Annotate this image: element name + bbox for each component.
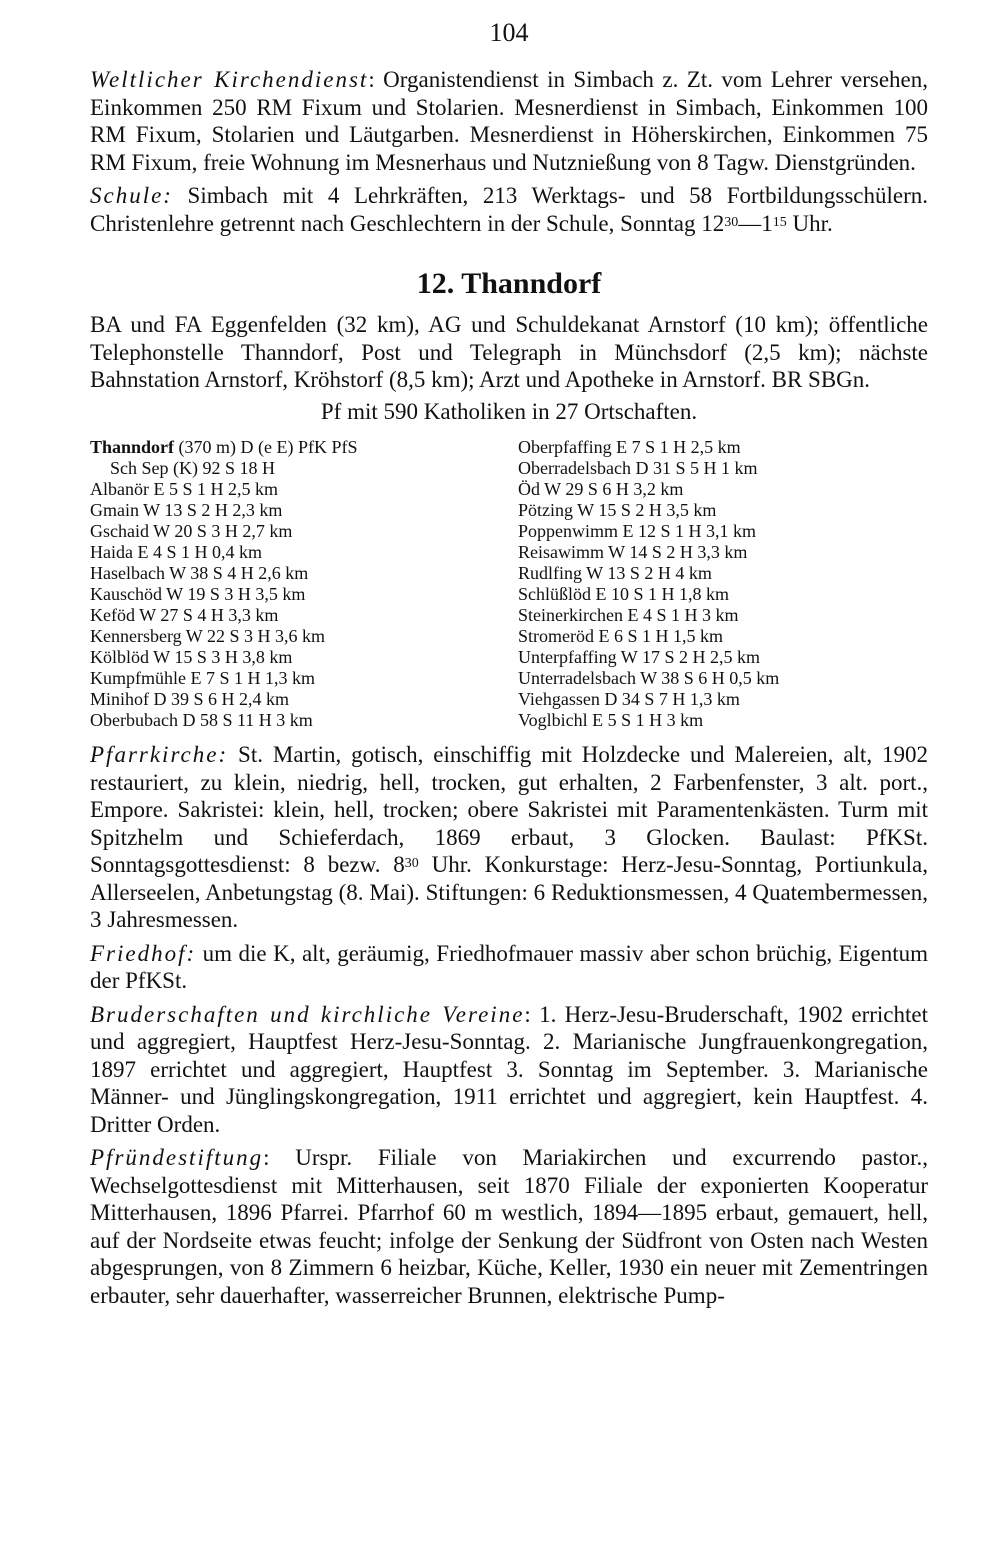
friedhof-label: Friedhof: — [90, 940, 197, 966]
pfruendestiftung-paragraph — [90, 1144, 928, 1309]
place-row: Kauschöd W 19 S 3 H 3,5 km — [90, 584, 306, 604]
friedhof-paragraph — [90, 940, 928, 995]
places-head-name: Thanndorf — [90, 437, 175, 457]
schule-label: Schule: — [90, 183, 173, 208]
places-head-line2: Sch Sep (K) 92 S 18 H — [110, 458, 275, 478]
place-row: Voglbichl E 5 S 1 H 3 km — [518, 710, 704, 730]
place-row: Reisawimm W 14 S 2 H 3,3 km — [518, 542, 748, 562]
place-row: Gschaid W 20 S 3 H 2,7 km — [90, 521, 293, 541]
place-row: Stromeröd E 6 S 1 H 1,5 km — [518, 626, 723, 646]
weltlicher-kirchendienst-paragraph — [90, 66, 928, 176]
schule-time-start-sup: 30 — [724, 214, 739, 230]
schule-time-end-sup: 15 — [772, 214, 787, 230]
places-head — [90, 437, 510, 458]
places-right-column — [518, 437, 928, 731]
place-row: Minihof D 39 S 6 H 2,4 km — [90, 689, 290, 709]
place-row: Steinerkirchen E 4 S 1 H 3 km — [518, 605, 739, 625]
intro-paragraph: BA und FA Eggenfelden (32 km), AG und Schuldekanat Arnstorf (10 km); öffentliche Telephonstelle Thanndorf, Post und Telegraph in Münchsdorf (2,5 km); nächste Bahnstation Arnstorf, Kröhstorf (8,5 km); Arzt und Apotheke in Arnstorf. BR SBGn. — [90, 312, 928, 392]
place-row: Gmain W 13 S 2 H 2,3 km — [90, 500, 283, 520]
place-row: Rudlfing W 13 S 2 H 4 km — [518, 563, 712, 583]
place-row: Haselbach W 38 S 4 H 2,6 km — [90, 563, 309, 583]
places-head-rest: (370 m) D (e E) PfK PfS — [174, 437, 358, 457]
place-row: Oberradelsbach D 31 S 5 H 1 km — [518, 458, 758, 478]
place-row: Oberbubach D 58 S 11 H 3 km — [90, 710, 313, 730]
pfarrkirche-paragraph — [90, 741, 928, 934]
friedhof-text: um die K, alt, geräumig, Friedhofmauer massiv aber schon brüchig, Eigentum der PfKSt. — [90, 940, 928, 993]
place-row: Unterpfaffing W 17 S 2 H 2,5 km — [518, 647, 760, 667]
weltlicher-kirchendienst-text: : Organistendienst in Simbach z. Zt. vom Lehrer versehen, Einkommen 250 RM Fixum und Stolarien. Mesnerdienst in Simbach, Einkommen 100 RM Fixum, Stolarien und Läutgarben. Mesnerdienst in Höherskirchen, Einkommen 75 RM Fixum, freie Wohnung im Mesnerhaus und Nutznießung von 8 Tagw. Dienstgründen. — [90, 67, 928, 175]
places-table — [90, 437, 928, 731]
pfarrkirche-text: St. Martin, gotisch, einschiffig mit Holzdecke und Malereien, alt, 1902 restauriert, zu klein, niedrig, hell, trocken, gut erhalten, 2 Farbenfenster, 3 alt. port., Empore. Sakristei: klein, hell, trocken; obere Sakristei mit Paramentenkästen. Turm mit Spitzhelm und Schieferdach, 1869 erbaut, 3 Glocken. Baulast: PfKSt. Sonntagsgottesdienst: 8 bezw. 8 — [90, 742, 928, 877]
places-left-column — [90, 437, 510, 731]
place-row: Poppenwimm E 12 S 1 H 3,1 km — [518, 521, 757, 541]
bruderschaften-paragraph — [90, 1001, 928, 1139]
pfarrkirche-time-sup: 30 — [404, 856, 419, 871]
place-row: Kölblöd W 15 S 3 H 3,8 km — [90, 647, 293, 667]
page-number: 104 — [489, 18, 529, 47]
schule-paragraph — [90, 182, 928, 237]
place-row: Oberpfaffing E 7 S 1 H 2,5 km — [518, 437, 741, 457]
pfruendestiftung-text: : Urspr. Filiale von Mariakirchen und excurrendo pastor., Wechselgottesdienst mit Mitterhausen, seit 1870 Filiale der exponierten Kooperatur Mitterhausen, 1896 Pfarrei. Pfarrhof 60 m westlich, 1894—1895 erbaut, gemauert, hell, auf der Nordseite etwas feucht; infolge der Senkung der Südfront von Osten nach Westen abgesprungen, von 8 Zimmern 6 heizbar, Küche, Keller, 1930 ein neuer mit Zementringen erbauter, sehr dauerhafter, wasserreicher Brunnen, elektrische Pump- — [90, 1145, 928, 1308]
place-row: Schlüßlöd E 10 S 1 H 1,8 km — [518, 584, 730, 604]
place-row: Haida E 4 S 1 H 0,4 km — [90, 542, 262, 562]
place-row: Öd W 29 S 6 H 3,2 km — [518, 479, 684, 499]
weltlicher-kirchendienst-label: Weltlicher Kirchendienst — [90, 67, 369, 92]
schule-end: Uhr. — [786, 210, 833, 236]
pf-line: Pf mit 590 Katholiken in 27 Ortschaften. — [320, 398, 698, 424]
place-row: Kennersberg W 22 S 3 H 3,6 km — [90, 626, 325, 646]
bruderschaften-text: : 1. Herz-Jesu-Bruderschaft, 1902 errichtet und aggregiert, Hauptfest Herz-Jesu-Sonntag. 2. Marianische Jungfrauenkongregation, 1897 errichtet und aggregiert, Hauptfest 3. Sonntag im September. 3. Marianische Männer- und Jünglingskongregation, 1911 errichtet und aggregiert, kein Hauptfest. 4. Dritter Orden. — [90, 1001, 928, 1137]
pfarrkirche-label: Pfarrkirche: — [90, 742, 229, 767]
place-row: Pötzing W 15 S 2 H 3,5 km — [518, 500, 717, 520]
place-row: Kumpfmühle E 7 S 1 H 1,3 km — [90, 668, 315, 688]
section-title: 12. Thanndorf — [416, 267, 602, 300]
bruderschaften-label: Bruderschaften und kirchliche Vereine — [90, 1001, 525, 1027]
pfruendestiftung-label: Pfründestiftung — [90, 1145, 264, 1170]
place-row: Keföd W 27 S 4 H 3,3 km — [90, 605, 279, 625]
pfarrkirche-text2: Uhr. Konkurstage: Herz-Jesu-Sonntag, Portiunkula, Allerseelen, Anbetungstag (8. Mai). Stiftungen: 6 Reduktionsmessen, 4 Quatembermessen, 3 Jahresmessen. — [90, 852, 928, 932]
place-row: Viehgassen D 34 S 7 H 1,3 km — [518, 689, 740, 709]
place-row: Unterradelsbach W 38 S 6 H 0,5 km — [518, 668, 780, 688]
place-row: Albanör E 5 S 1 H 2,5 km — [90, 479, 278, 499]
schule-dash: —1 — [738, 210, 773, 236]
schule-text: Simbach mit 4 Lehrkräften, 213 Werktags- und 58 Fortbildungsschülern. Christenlehre getrennt nach Geschlechtern in der Schule, Sonntag 12 — [90, 183, 928, 236]
